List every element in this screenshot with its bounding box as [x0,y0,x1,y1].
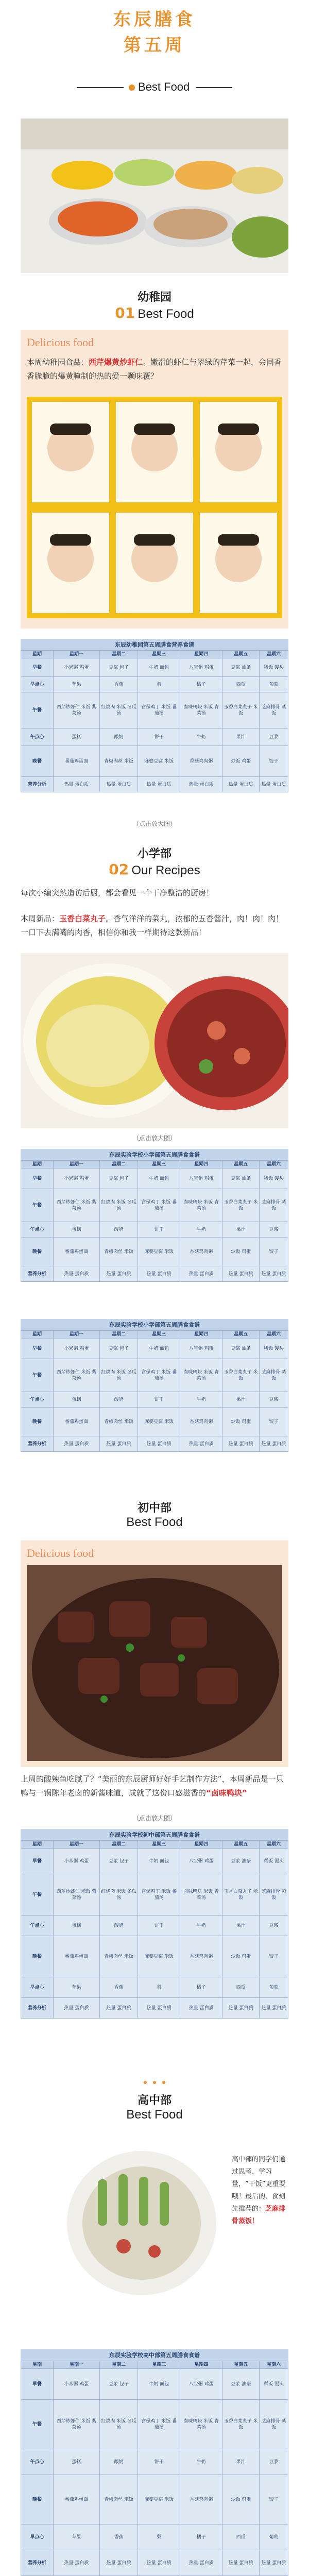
senior-en-title: Best Food [126,2108,183,2122]
page-subtitle: 第五周 [124,35,185,56]
primary-caption: （点击放大图） [132,1134,176,1142]
primary-number: 02 [109,861,129,878]
table-title: 东辰实验学校初中部第五周膳食食谱 [21,1829,288,1840]
hero-photo [21,118,288,273]
kindergarten-panel [21,330,288,629]
primary-menu-table-b[interactable]: 东辰实验学校小学部第五周膳食食谱 星期 星期一 星期二 星期三 星期四 星期五 星期六 早餐 小米粥 鸡蛋 豆浆 包子 牛奶 面包 八宝粥 鸡蛋 豆浆 油条 稀饭 馒头 午餐 西芹炒虾仁 米饭 紫菜汤 红烧肉 米饭 冬瓜汤 宫保鸡丁 米饭 番茄汤 卤味鸭块 米饭 青菜汤 玉香白菜丸子 米饭 芝麻排骨 蒸饭 午点心 蛋糕 酸奶 饼干 牛奶 果汁 豆浆 晚餐 番茄鸡蛋面 青椒肉丝 米饭 麻婆豆腐 米饭 香菇鸡肉粥 炒饭 鸡蛋 饺子 营养分析 热量 蛋白质 热量 蛋白质 热量 蛋白质 热量 蛋白质 热量 蛋白质 热量 蛋白质 [21,1319,288,1452]
page-header [0,0,309,118]
section-divider [0,2076,309,2086]
primary-dish-photo [21,953,288,1128]
primary-paragraph-2: 本周新品：玉香白菜丸子。香气洋洋的菜丸，浓郁的五香酱汁，肉！肉！肉！一口下去满嘴的肉香，相信你和我一样期待这款新品！ [21,914,284,937]
header-banner [77,77,232,98]
primary-en-title: Our Recipes [131,863,200,877]
senior-title: 高中部 [137,2094,171,2107]
primary-heading [0,845,309,878]
primary-title: 小学部 [137,848,171,860]
kindergarten-number: 01 [115,304,135,321]
junior-title: 初中部 [137,1502,171,1515]
dish-highlight: “卤味鸭块” [206,1788,247,1798]
junior-paragraph: 上周的酸辣鱼吃腻了？“美丽的东辰厨师好好手艺制作方法”，本周新品是一只鸭与一锅陈年老卤的新酱味道，成就了这份口感滋香的“卤味鸭块” [21,1774,284,1798]
kindergarten-caption: （点击放大图） [132,820,176,827]
junior-heading [0,1499,309,1530]
table-title: 东辰幼稚园第五周膳食营养食谱 [21,639,288,650]
kindergarten-heading [0,289,309,321]
junior-panel [21,1540,288,1767]
kids-photo-grid [27,397,282,618]
delicious-label: Delicious food [27,336,94,349]
table-title: 东辰实验学校高中部第五周膳食食谱 [21,2349,288,2361]
junior-menu-table[interactable]: 东辰实验学校初中部第五周膳食食谱 星期 星期一 星期二 星期三 星期四 星期五 星期六 早餐 小米粥 鸡蛋 豆浆 包子 牛奶 面包 八宝粥 鸡蛋 豆浆 油条 稀饭 馒头 午餐 西芹炒虾仁 米饭 紫菜汤 红烧肉 米饭 冬瓜汤 宫保鸡丁 米饭 番茄汤 卤味鸭块 米饭 青菜汤 玉香白菜丸子 米饭 芝麻排骨 蒸饭 午点心 蛋糕 酸奶 饼干 牛奶 果汁 豆浆 晚餐 番茄鸡蛋面 青椒肉丝 米饭 麻婆豆腐 米饭 香菇鸡肉粥 炒饭 鸡蛋 饺子 早点心 苹果 香蕉 梨 橘子 西瓜 葡萄 营养分析 热量 蛋白质 热量 蛋白质 热量 蛋白质 热量 蛋白质 热量 蛋白质 热量 蛋白质 [21,1829,288,2019]
page-title: 东辰膳食 [113,9,196,30]
senior-menu-table[interactable]: 东辰实验学校高中部第五周膳食食谱 星期 星期一 星期二 星期三 星期四 星期五 星期六 早餐 小米粥 鸡蛋 豆浆 包子 牛奶 面包 八宝粥 鸡蛋 豆浆 油条 稀饭 馒头 午餐 西芹炒虾仁 米饭 紫菜汤 红烧肉 米饭 冬瓜汤 宫保鸡丁 米饭 番茄汤 卤味鸭块 米饭 青菜汤 玉香白菜丸子 米饭 芝麻排骨 蒸饭 午点心 蛋糕 酸奶 饼干 牛奶 果汁 豆浆 晚餐 番茄鸡蛋面 青椒肉丝 米饭 麻婆豆腐 米饭 香菇鸡肉粥 炒饭 鸡蛋 饺子 早点心 苹果 香蕉 梨 橘子 西瓜 葡萄 营养分析 热量 蛋白质 热量 蛋白质 热量 蛋白质 热量 蛋白质 热量 蛋白质 热量 蛋白质 [21,2349,288,2576]
primary-menu-table-a[interactable]: 东辰实验学校小学部第五周膳食食谱 星期 星期一 星期二 星期三 星期四 星期五 星期六 早餐 小米粥 鸡蛋 豆浆 包子 牛奶 面包 八宝粥 鸡蛋 豆浆 油条 稀饭 馒头 午餐 西芹炒虾仁 米饭 紫菜汤 红烧肉 米饭 冬瓜汤 宫保鸡丁 米饭 番茄汤 卤味鸭块 米饭 青菜汤 玉香白菜丸子 米饭 芝麻排骨 蒸饭 午点心 蛋糕 酸奶 饼干 牛奶 果汁 豆浆 晚餐 番茄鸡蛋面 青椒肉丝 米饭 麻婆豆腐 米饭 香菇鸡肉粥 炒饭 鸡蛋 饺子 营养分析 热量 蛋白质 热量 蛋白质 热量 蛋白质 热量 蛋白质 热量 蛋白质 热量 蛋白质 [21,1149,288,1282]
table-title: 东辰实验学校小学部第五周膳食食谱 [21,1149,288,1160]
dish-highlight: 芝麻排骨蒸饭！ [232,2205,286,2225]
dish-highlight: 西芹爆黄炒虾仁 [89,358,143,367]
senior-side-text: 高中部的同学们通过思考，学习量，“干饭”更重要哦！最后的、食刻先推荐的：芝麻排骨蒸饭！ [232,2156,286,2225]
kindergarten-en-title: Best Food [138,307,194,321]
senior-dish-photo [62,2133,221,2303]
senior-heading [0,2092,309,2122]
table-title: 东辰实验学校小学部第五周膳食食谱 [21,1319,288,1330]
junior-caption: （点击放大图） [132,1815,176,1822]
dish-highlight: 玉香白菜丸子 [59,914,106,923]
menu-table: 星期 星期一 星期二 星期三 星期四 星期五 星期六 早餐 小米粥 鸡蛋 豆浆 包子 牛奶 面包 八宝粥 鸡蛋 豆浆 油条 稀饭 馒头 早点心 苹果 香蕉 梨 橘子 西瓜 葡萄 午餐 西芹炒虾仁 米饭 紫菜汤 红烧肉 米饭 冬瓜汤 宫保鸡丁 米饭 番茄汤 卤味鸭块 米饭 青菜汤 玉香白菜丸子 米饭 芝麻排骨 蒸饭 午点心 蛋糕 酸奶 饼干 牛奶 果汁 豆浆 晚餐 番茄鸡蛋面 青椒肉丝 米饭 麻婆豆腐 米饭 香菇鸡肉粥 炒饭 鸡蛋 饺子 营养分析 热量 蛋白质 热量 蛋白质 热量 蛋白质 热量 蛋白质 热量 蛋白质 热量 蛋白质 [21,650,288,792]
primary-paragraph-1: 每次小编突然造访后厨，都会看见一个干净整洁的厨房！ [21,888,214,897]
header-banner-text: Best Food [138,80,190,93]
junior-en-title: Best Food [126,1515,183,1529]
delicious-label: Delicious food [27,1547,94,1560]
kindergarten-intro: 本周幼稚园食品：西芹爆黄炒虾仁。嫩滑的虾仁与翠绿的芹菜一起，会同香香脆脆的爆黄腌制的热的爱一颗味覆？ [27,358,282,381]
kindergarten-title: 幼稚园 [137,291,171,304]
junior-dish-photo [27,1565,282,1761]
dot-icon [129,84,135,91]
kindergarten-menu-table[interactable] [21,639,288,792]
